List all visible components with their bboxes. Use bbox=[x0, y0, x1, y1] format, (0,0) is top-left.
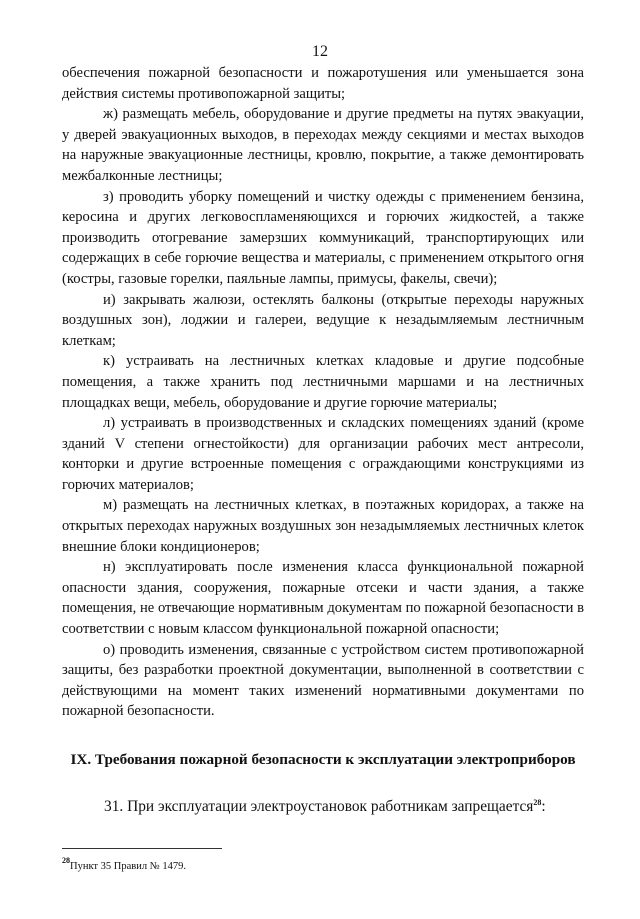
paragraph-continuation: обеспечения пожарной безопасности и пожаротушения или уменьшается зона действия системы противопожарной защиты; bbox=[62, 65, 584, 102]
footnote-text: Пункт 35 Правил № 1479. bbox=[70, 861, 186, 872]
footnote bbox=[62, 854, 186, 873]
section-heading: IX. Требования пожарной безопасности к эксплуатации электроприборов bbox=[70, 751, 576, 768]
paragraph-item-i: и) закрывать жалюзи, остеклять балконы (открытые переходы наружных воздушных зон), лоджии и галереи, ведущие к незадымляемым лестничным клеткам; bbox=[62, 291, 584, 349]
paragraph-item-k: к) устраивать на лестничных клетках кладовые и другие подсобные помещения, а также хранить под лестничными маршами и на лестничных площадках вещи, мебель, оборудование и другие горючие материалы; bbox=[62, 353, 584, 411]
clause-31 bbox=[104, 793, 584, 817]
footnote-divider bbox=[62, 848, 222, 849]
paragraph-item-zh: ж) размещать мебель, оборудование и другие предметы на путях эвакуации, у дверей эвакуационных выходов, в переходах между секциями и местах выходов на наружные эвакуационные лестницы, кровлю, покрытие, а также демонтировать межбалконные лестницы; bbox=[62, 106, 584, 184]
paragraph-item-z: з) проводить уборку помещений и чистку одежды с применением бензина, керосина и других легковоспламеняющихся и горючих жидкостей, а также производить отогревание замерзших коммуникаций, транспортирующих или содержащих в себе горючие вещества и материалы, с применением открытого огня (костры, газовые горелки, паяльные лампы, примусы, факелы, свечи); bbox=[62, 188, 584, 287]
document-body bbox=[62, 63, 584, 722]
paragraph-item-m: м) размещать на лестничных клетках, в поэтажных коридорах, а также на открытых переходах наружных воздушных зон незадымляемых лестничных клеток внешние блоки кондиционеров; bbox=[62, 497, 584, 555]
paragraph-item-o: о) проводить изменения, связанные с устройством систем противопожарной защиты, без разработки проектной документации, выполненной в соответствии с действующими на момент таких изменений нормативными документами по пожарной безопасности. bbox=[62, 641, 584, 720]
clause-31-suffix: : bbox=[541, 798, 546, 815]
page-number: 12 bbox=[312, 43, 328, 60]
footnote-marker: 28 bbox=[62, 856, 70, 865]
clause-31-text: 31. При эксплуатации электроустановок работникам запрещается bbox=[104, 798, 534, 815]
footnote-reference[interactable]: 28 bbox=[533, 798, 542, 807]
paragraph-item-n: н) эксплуатировать после изменения класса функциональной пожарной опасности здания, сооружения, пожарные отсеки и части здания, а также помещения, не отвечающие нормативным документам по пожарной безопасности в соответствии с новым классом функциональной пожарной опасности; bbox=[62, 559, 584, 638]
paragraph-item-l: л) устраивать в производственных и складских помещениях зданий (кроме зданий V степени огнестойкости) для организации рабочих мест антресоли, конторки и другие встроенные помещения с ограждающими конструкциями из горючих материалов; bbox=[62, 415, 584, 493]
